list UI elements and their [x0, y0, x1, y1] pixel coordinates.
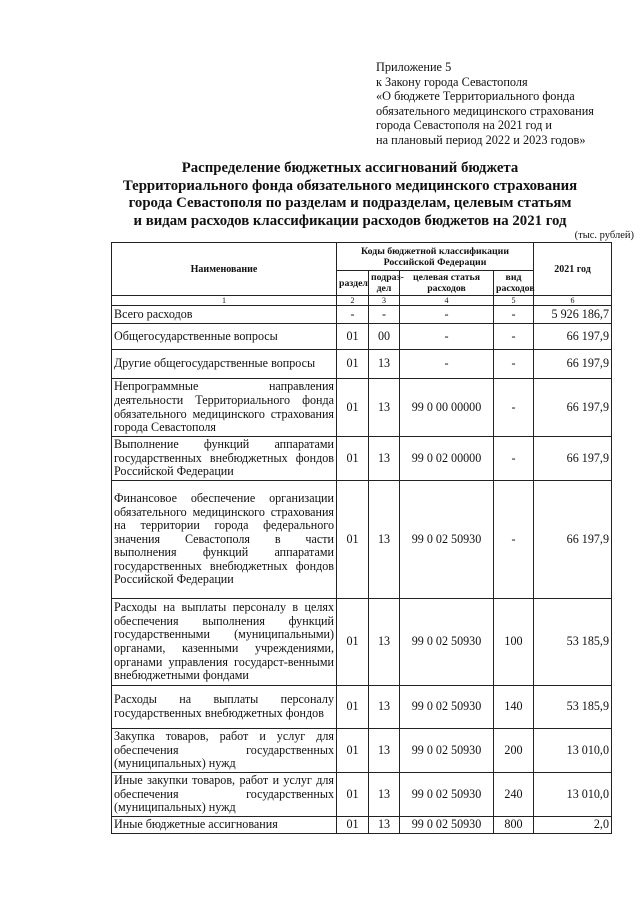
row-section: 01 — [337, 324, 369, 350]
table-row — [112, 816, 612, 833]
row-name: Общегосударственные вопросы — [112, 324, 337, 350]
row-expense-type: 100 — [494, 599, 534, 686]
row-target-item: - — [400, 324, 494, 350]
row-name: Расходы на выплаты персоналу в целях обеспечения выполнения функций государственными (муниципальными) органами, казенными учреждениями, органами управления государст-венными внебюджетными фондами — [112, 599, 337, 686]
row-amount: 5 926 186,7 — [534, 306, 612, 324]
row-name: Другие общегосударственные вопросы — [112, 350, 337, 379]
header-year: 2021 год — [534, 243, 612, 296]
title-line: и видам расходов классификации расходов бюджетов на 2021 год — [133, 212, 567, 229]
table-row — [112, 350, 612, 379]
row-expense-type: 200 — [494, 729, 534, 773]
row-target-item: - — [400, 350, 494, 379]
column-number: 3 — [369, 296, 400, 306]
row-section: 01 — [337, 773, 369, 817]
row-name: Непрограммные направления деятельности Территориального фонда обязательного медицинского страхования города Севастополя — [112, 379, 337, 437]
column-number-row — [112, 296, 612, 306]
row-name: Финансовое обеспечение организации обязательного медицинского страхования на территории города федерального значения Севастополя в части выполнения функций аппаратами государственных внебюджетных фондов Российской Федерации — [112, 481, 337, 599]
table-row — [112, 599, 612, 686]
row-name: Закупка товаров, работ и услуг для обеспечения государственных (муниципальных) нужд — [112, 729, 337, 773]
row-expense-type: - — [494, 481, 534, 599]
row-target-item: 99 0 02 50930 — [400, 816, 494, 833]
column-number: 2 — [337, 296, 369, 306]
row-target-item: 99 0 02 50930 — [400, 599, 494, 686]
units-label: (тыс. рублей) — [574, 230, 634, 241]
row-target-item: 99 0 02 50930 — [400, 729, 494, 773]
column-number: 6 — [534, 296, 612, 306]
table-row — [112, 481, 612, 599]
row-section: 01 — [337, 816, 369, 833]
table-row — [112, 437, 612, 481]
row-subsection: 13 — [369, 481, 400, 599]
column-number: 4 — [400, 296, 494, 306]
table-row — [112, 773, 612, 817]
row-expense-type: 800 — [494, 816, 534, 833]
row-subsection: 13 — [369, 816, 400, 833]
row-name: Всего расходов — [112, 306, 337, 324]
row-amount: 66 197,9 — [534, 350, 612, 379]
table-row — [112, 324, 612, 350]
row-subsection: 13 — [369, 350, 400, 379]
row-subsection: 13 — [369, 773, 400, 817]
row-name: Расходы на выплаты персоналу государственных внебюджетных фондов — [112, 686, 337, 729]
row-expense-type: 140 — [494, 686, 534, 729]
row-subsection: 13 — [369, 437, 400, 481]
row-section: 01 — [337, 599, 369, 686]
row-subsection: 00 — [369, 324, 400, 350]
row-amount: 2,0 — [534, 816, 612, 833]
row-name: Иные бюджетные ассигнования — [112, 816, 337, 833]
row-section: 01 — [337, 729, 369, 773]
appendix-line: Приложение 5 — [376, 60, 452, 74]
row-target-item: - — [400, 306, 494, 324]
row-subsection: 13 — [369, 686, 400, 729]
document-title — [90, 160, 610, 230]
row-amount: 53 185,9 — [534, 599, 612, 686]
row-subsection: 13 — [369, 729, 400, 773]
appendix-line: обязательного медицинского страхования — [376, 103, 594, 118]
title-line: Территориального фонда обязательного медицинского страхования — [122, 177, 578, 194]
row-subsection: 13 — [369, 379, 400, 437]
header-section: раздел — [337, 271, 369, 296]
row-section: 01 — [337, 686, 369, 729]
row-target-item: 99 0 02 00000 — [400, 437, 494, 481]
row-section: - — [337, 306, 369, 324]
row-section: 01 — [337, 437, 369, 481]
row-amount: 13 010,0 — [534, 729, 612, 773]
row-section: 01 — [337, 350, 369, 379]
table-row — [112, 729, 612, 773]
row-amount: 66 197,9 — [534, 437, 612, 481]
column-number: 5 — [494, 296, 534, 306]
row-section: 01 — [337, 481, 369, 599]
row-amount: 13 010,0 — [534, 773, 612, 817]
header-expense-type: вид расходов — [494, 271, 534, 296]
header-subsection: подраз-дел — [369, 271, 400, 296]
table-row — [112, 306, 612, 324]
table-row — [112, 379, 612, 437]
title-line: Распределение бюджетных ассигнований бюджета — [181, 160, 519, 176]
row-target-item: 99 0 02 50930 — [400, 481, 494, 599]
row-amount: 66 197,9 — [534, 324, 612, 350]
row-expense-type: - — [494, 350, 534, 379]
row-expense-type: - — [494, 437, 534, 481]
row-expense-type: - — [494, 324, 534, 350]
row-subsection: - — [369, 306, 400, 324]
header-name: Наименование — [112, 243, 337, 296]
row-target-item: 99 0 02 50930 — [400, 686, 494, 729]
column-number: 1 — [112, 296, 337, 306]
row-amount: 66 197,9 — [534, 379, 612, 437]
row-amount: 66 197,9 — [534, 481, 612, 599]
appendix-line: к Закону города Севастополя — [376, 74, 528, 89]
row-target-item: 99 0 02 50930 — [400, 773, 494, 817]
row-expense-type: 240 — [494, 773, 534, 817]
row-subsection: 13 — [369, 599, 400, 686]
row-amount: 53 185,9 — [534, 686, 612, 729]
header-codes-group: Коды бюджетной классификации Российской Федерации — [337, 243, 534, 271]
row-expense-type: - — [494, 306, 534, 324]
title-line: города Севастополя по разделам и подразделам, целевым статьям — [128, 195, 572, 212]
row-name: Иные закупки товаров, работ и услуг для обеспечения государственных (муниципальных) нужд — [112, 773, 337, 817]
row-section: 01 — [337, 379, 369, 437]
header-target-item: целевая статья расходов — [400, 271, 494, 296]
row-name: Выполнение функций аппаратами государственных внебюджетных фондов Российской Федерации — [112, 437, 337, 481]
appendix-caption — [376, 60, 636, 148]
appendix-line: на плановый период 2022 и 2023 годов» — [376, 132, 586, 147]
row-expense-type: - — [494, 379, 534, 437]
budget-table — [111, 242, 612, 834]
appendix-line: города Севастополя на 2021 год и — [376, 118, 553, 133]
appendix-line: «О бюджете Территориального фонда — [376, 89, 575, 104]
table-row — [112, 686, 612, 729]
row-target-item: 99 0 00 00000 — [400, 379, 494, 437]
